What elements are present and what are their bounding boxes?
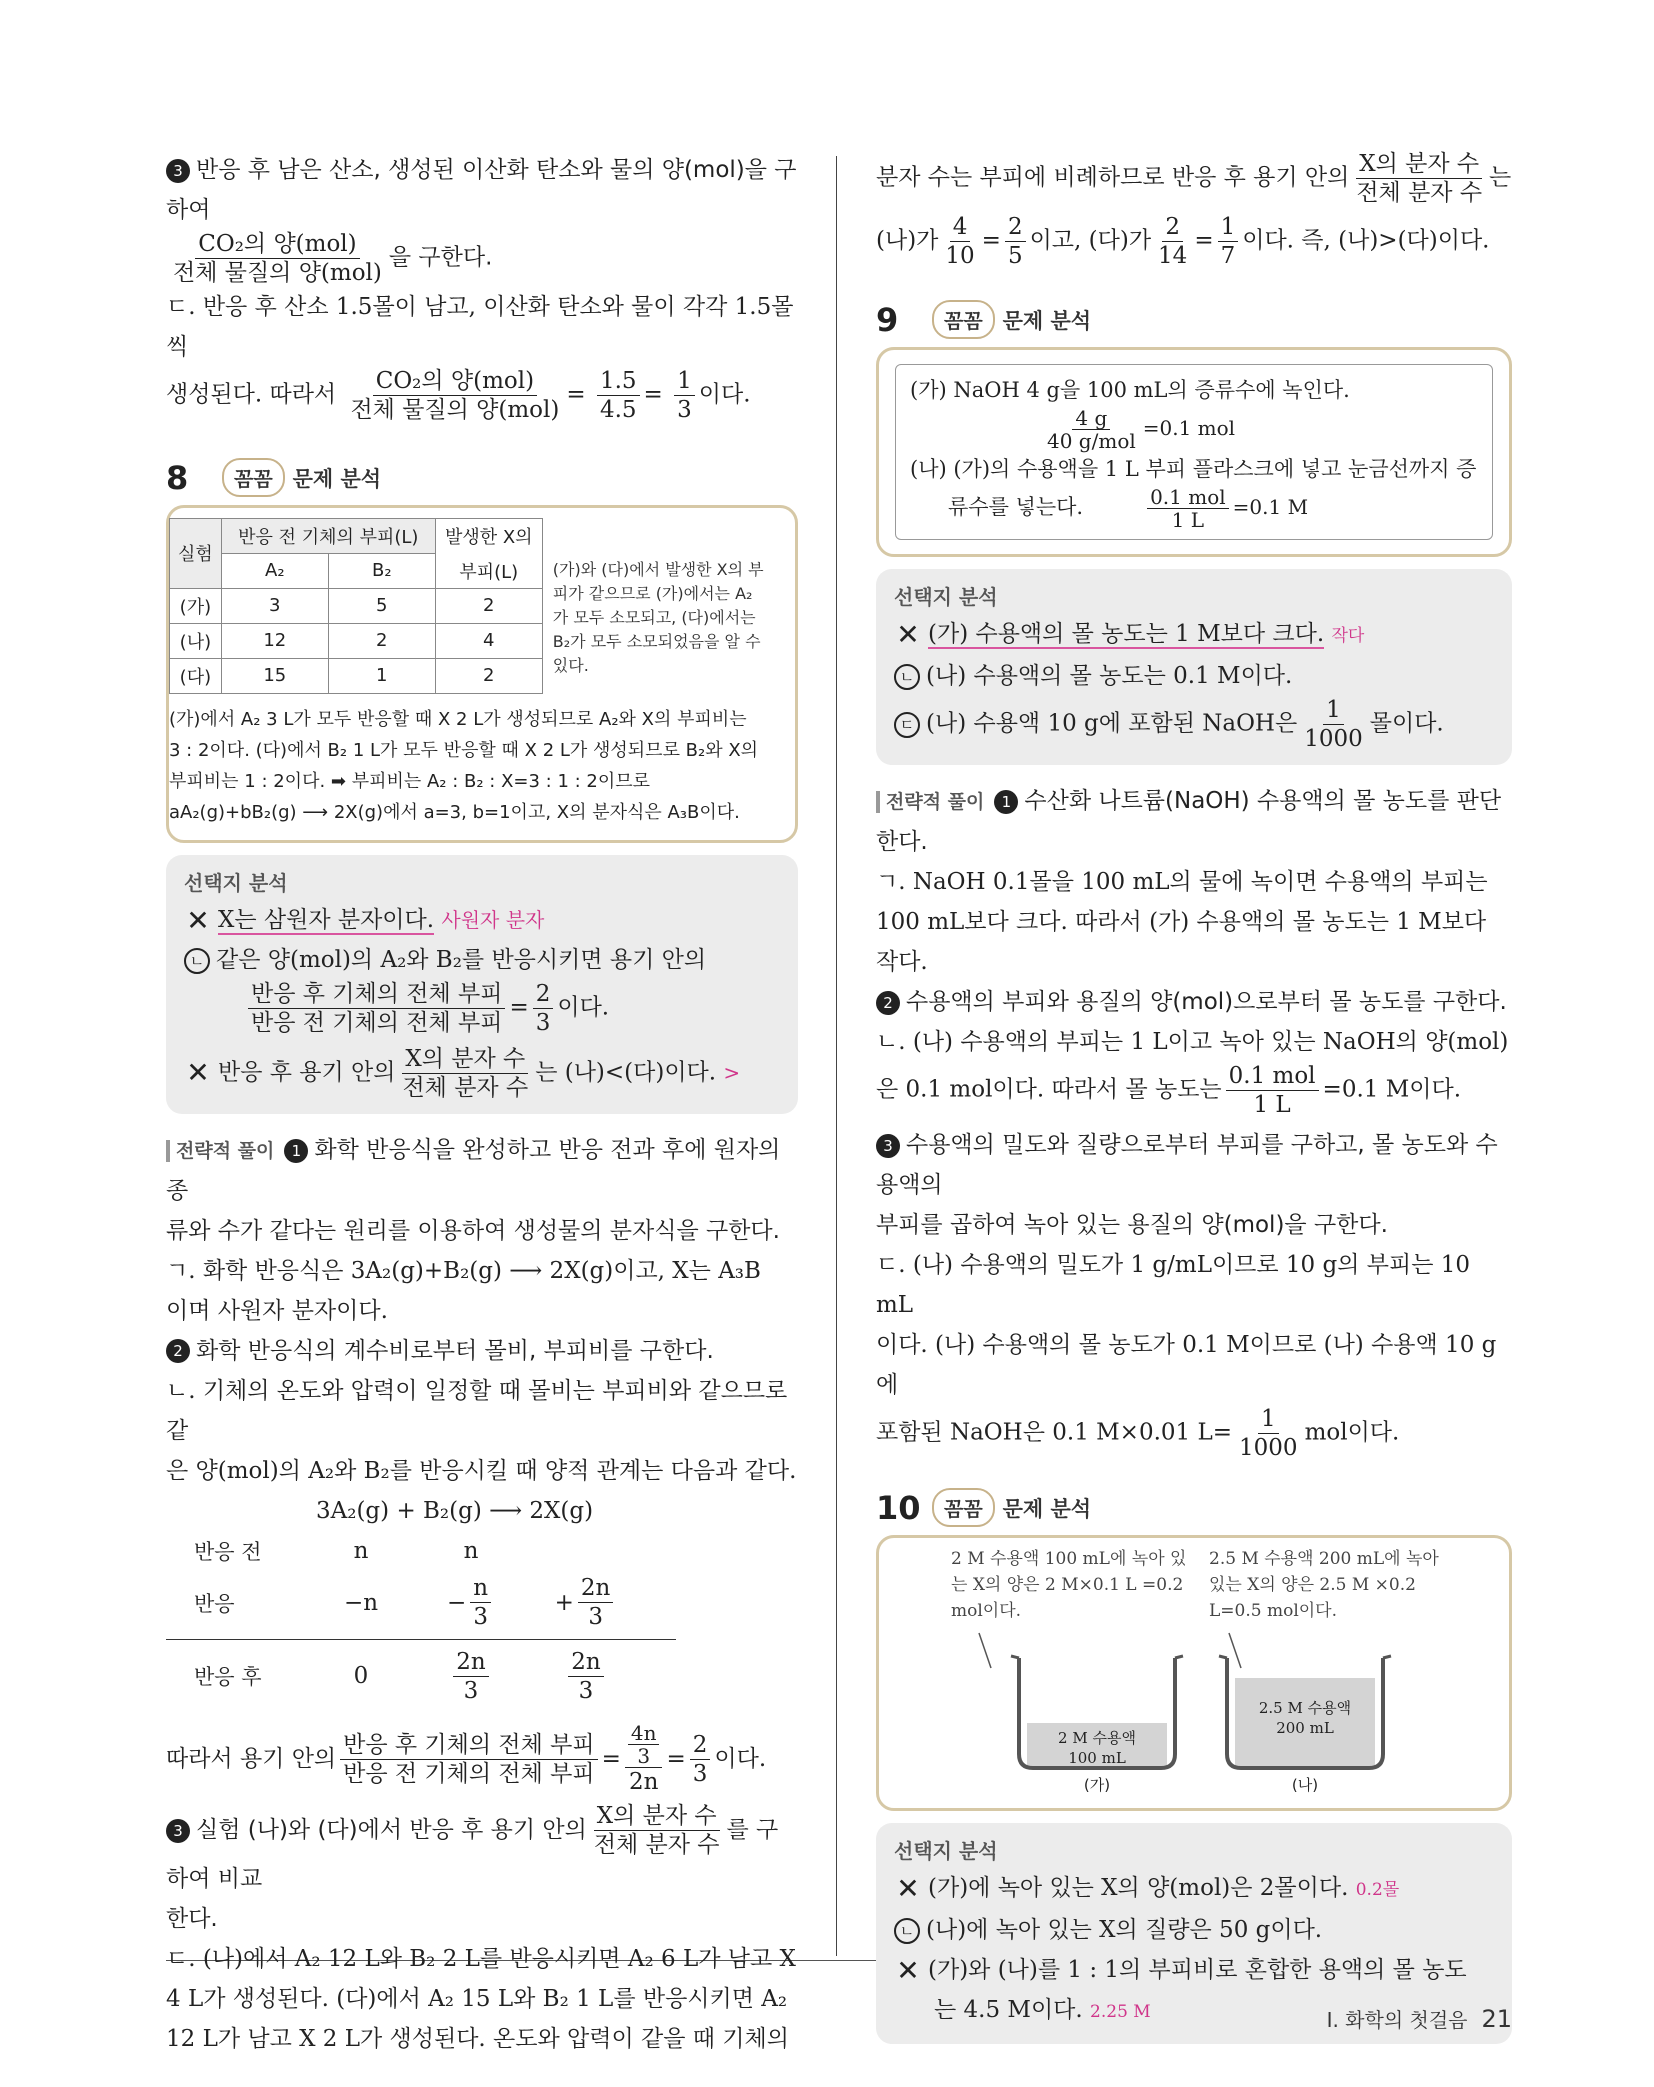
table-row: (다) 15 1 2 <box>170 658 543 693</box>
page-number: 21 <box>1481 2005 1512 2033</box>
arrow-icon <box>1229 1633 1241 1668</box>
q8-strategy-1: 전략적 풀이 1 화학 반응식을 완성하고 반응 전과 후에 원자의 종 <box>166 1136 781 1204</box>
q8-analysis-text: (가)에서 A₂ 3 L가 모두 반응할 때 X 2 L가 생성되므로 A₂와 X의 부피비는 3 : 2이다. (다)에서 B₂ 1 L가 모두 반응할 때 X 2 L가 생성되므로 B₂와 X의 부피비는 1 : 2이다. ➡ 부피비는 A₂ : B₂ : X=3 : 1 : 2이므로 aA₂(g)+bB₂(g) ⟶ 2X(g)에서 a=3, b=1이고, X의 분자식은 A₃B이다. <box>169 708 759 823</box>
q10-choice-3: ✕ (가)와 (나)를 1 : 1의 부피비로 혼합한 용액의 몰 농도 <box>894 1950 1494 1990</box>
q9-choice-2: ㄴ (나) 수용액의 몰 농도는 0.1 M이다. <box>894 656 1494 696</box>
x-mark-icon: ✕ <box>186 1056 210 1089</box>
q10-choice-analysis: 선택지 분석 ✕ (가)에 녹아 있는 X의 양(mol)은 2몰이다. 0.2몰 ㄴ (나)에 녹아 있는 X의 질량은 50 g이다. ✕ (가)와 (나)를 1 : 1의 부피비로 혼합한 용액의 몰 농도 는 4.5 M이다. 2.25 M <box>876 1823 1512 2044</box>
circle-mark-icon: ㄴ <box>184 948 210 974</box>
q8-choice-title: 선택지 분석 <box>184 870 288 895</box>
arrow-icon <box>979 1633 991 1668</box>
right-top-line1: 분자 수는 부피에 비례하므로 반응 후 용기 안의 $\frac{\text{X의 분자 수}}{\text{전체 분자 수}}$ 는 <box>876 151 1512 206</box>
q10-note-a: 2 M 수용액 100 mL에 녹아 있는 X의 양은 2 M×0.1 L =0.2 mol이다. <box>951 1549 1187 1621</box>
caption-b: (나) <box>1291 1776 1319 1794</box>
caption-a: (가) <box>1083 1776 1111 1794</box>
beaker-b-label: 2.5 M 수용액 200 mL <box>1258 1699 1352 1737</box>
q9-number: 9 <box>876 300 899 339</box>
q8-conclusion: 따라서 용기 안의 $\frac{\text{반응 후 기체의 전체 부피}}{\text{반응 전 기체의 전체 부피}}$ = $\frac{\frac{4n}{3}}{2n}$ = $\frac{2}{3}$ 이다. <box>166 1721 767 1795</box>
q9-strategy-1: 전략적 풀이 1 수산화 나트륨(NaOH) 수용액의 몰 농도를 판단한다. <box>876 788 1502 855</box>
q8-table: 실험 반응 전 기체의 부피(L) 발생한 X의 A₂ B₂ 부피(L) (가) 3 5 2 (나) 12 2 4 (다) 15 1 2 <box>169 518 543 694</box>
circle-mark-icon: ㄷ <box>894 712 920 738</box>
x-mark-icon: ✕ <box>186 903 210 937</box>
right-column: 분자 수는 부피에 비례하므로 반응 후 용기 안의 $\frac{\text{X의 분자 수}}{\text{전체 분자 수}}$ 는 (나)가 $\frac{4}{10}$ = $\frac{2}{5}$ 이고, (다)가 $\frac{2}{14}$ = $\frac{1}{7}$ 이다. 즉, (나)>(다)이다. 9 꼼꼼 문제 분석 (가) NaOH 4 g을 100 mL의 증류수에 녹인다. $\frac{4 g}{\text{40 g/mol}}$ =0.1 mol (나) (가)의 수용액을 1 L 부피 플라스크에 넣고 눈금선까지 증 류수를 넣는다. $\frac{\text{0.1 mol}}{1 L}$ =0.1 M 선택지 분석 ✕ (가) 수용액의 몰 농도는 1 M보다 크다. 작다 ㄴ (나) 수용액의 몰 농도는 0.1 M이다. ㄷ (나) 수용액 10 g에 포함된 NaOH은 $\frac{1}{1000}$ 몰이다. 전략적 풀이 1 수산화 나트륨(NaOH) 수용액의 몰 농도를 판단한다. ㄱ. NaOH 0.1몰을 100 mL의 물에 녹이면 수용액의 부피는 100 mL보다 크다. 따라서 (가) 수용액의 몰 농도는 1 M보다 작다. 2 수용액의 부피와 용질의 양(mol)으로부터 몰 농도를 구한다. ㄴ. (나) 수용액의 부피는 1 L이고 녹아 있는 NaOH의 양(mol) 은 0.1 mol이다. 따라서 몰 농도는 $\frac{\text{0.1 mol}}{1 L}$ =0.1 M이다. 3 수용액의 밀도와 질량으로부터 부피를 구하고, 몰 농도와 수용액의 부피를 곱하여 녹아 있는 용질의 양(mol)을 구한다. ㄷ. (나) 수용액의 밀도가 1 g/mL이므로 10 g의 부피는 10 mL 이다. (나) 수용액의 몰 농도가 0.1 M이므로 (나) 수용액 10 g에 포함된 NaOH은 0.1 M×0.01 L= $\frac{1}{1000}$ mol이다. 10 꼼꼼 문제 분석 2 M 수용액 100 mL에 녹아 있는 X의 양은 2 M×0.1 L =0.2 mol이다. 2.5 M 수용액 200 mL에 녹아 있는 X의 양은 2.5 M ×0.2 L=0.5 mol이다. 2 M 수용액 100 mL 2.5 M 수용액 200 mL (가) (나) 선택지 분석 ✕ (가)에 녹아 있는 X의 양(mol)은 2몰이다. 0.2몰 ㄴ (나)에 녹아 있는 X의 질량은 50 g이다. ✕ (가)와 (나)를 1 : 1의 부피비로 혼합한 용액의 몰 농도 는 4.5 M이다. 2.25 M <box>876 150 1512 2044</box>
x-mark-icon: ✕ <box>896 618 920 651</box>
q10-header: 10 꼼꼼 문제 분석 <box>876 1488 1092 1527</box>
q10-note-b: 2.5 M 수용액 200 mL에 녹아 있는 X의 양은 2.5 M ×0.2 L=0.5 mol이다. <box>1209 1549 1439 1621</box>
q8-choice-3: ✕ 반응 후 용기 안의 $\frac{\text{X의 분자 수}}{\text{전체 분자 수}}$ 는 (나)<(다)이다. > <box>184 1045 780 1102</box>
q8-strategy-2: 2 화학 반응식의 계수비로부터 몰비, 부피비를 구한다. <box>166 1331 798 1371</box>
q10-choice-1: ✕ (가)에 녹아 있는 X의 양(mol)은 2몰이다. 0.2몰 <box>894 1868 1494 1910</box>
q8-number: 8 <box>166 458 189 497</box>
x-mark-icon: ✕ <box>896 1954 920 1987</box>
q8-tag: 꼼꼼 <box>222 458 285 497</box>
table-row: (나) 12 2 4 <box>170 623 543 658</box>
q8-analysis-panel <box>166 505 798 843</box>
q9-choice-1: ✕ (가) 수용액의 몰 농도는 1 M보다 크다. 작다 <box>894 614 1494 656</box>
q8-table-note: (가)와 (다)에서 발생한 X의 부피가 같으므로 (가)에서는 A₂가 모두 소모되고, (다)에서는 B₂가 모두 소모되었음을 알 수 있다. <box>552 560 764 675</box>
beaker-diagram <box>879 1538 1509 1798</box>
chapter-title: I. 화학의 첫걸음 <box>1326 2008 1468 2032</box>
intro-frac-line: $\frac{\text{CO₂의 양(mol)}}{\text{전체 물질의 양(mol)}}$ 을 구한다. <box>173 231 493 286</box>
circle-mark-icon: ㄴ <box>894 1918 920 1944</box>
q9-choice-3: ㄷ (나) 수용액 10 g에 포함된 NaOH은 $\frac{1}{1000}$ 몰이다. <box>894 696 1494 753</box>
page-footer <box>1327 2004 1512 2033</box>
q8-strategy-3: 3 실험 (나)와 (다)에서 반응 후 용기 안의 $\frac{\text{X의 분자 수}}{\text{전체 분자 수}}$ 를 구하여 비교 <box>166 1803 779 1892</box>
q9-choice-analysis: 선택지 분석 ✕ (가) 수용액의 몰 농도는 1 M보다 크다. 작다 ㄴ (나) 수용액의 몰 농도는 0.1 M이다. ㄷ (나) 수용액 10 g에 포함된 NaOH은 $\frac{1}{1000}$ 몰이다. <box>876 569 1512 765</box>
q8-choice-analysis: 선택지 분석 ✕ X는 삼원자 분자이다. 사원자 분자 ㄴ 같은 양(mol)의 A₂와 B₂를 반응시키면 용기 안의 $\frac{\text{반응 후 기체의 전체 부피}}{\text{반응 전 기체의 전체 부피}}$ = $\frac{2}{3}$ 이다. ✕ 반응 후 용기 안의 $\frac{\text{X의 분자 수}}{\text{전체 분자 수}}$ 는 (나)<(다)이다. > <box>166 855 798 1114</box>
column-divider <box>836 156 837 1956</box>
right-top-line2: (나)가 $\frac{4}{10}$ = $\frac{2}{5}$ 이고, (다)가 $\frac{2}{14}$ = $\frac{1}{7}$ 이다. 즉, (나)>(다)이다. <box>876 214 1490 269</box>
q10-number: 10 <box>876 1488 921 1527</box>
circle-mark-icon: ㄴ <box>894 664 920 690</box>
q8-choice-1: ✕ X는 삼원자 분자이다. 사원자 분자 <box>184 900 780 940</box>
x-mark-icon: ✕ <box>896 1872 920 1905</box>
q8-header <box>166 458 798 497</box>
table-row: (가) 3 5 2 <box>170 588 543 623</box>
q8-label: 문제 분석 <box>292 466 382 491</box>
left-column: 3 반응 후 남은 산소, 생성된 이산화 탄소와 물의 양(mol)을 구하여 $\frac{\text{CO₂의 양(mol)}}{\text{전체 물질의 양(mol)}}$ 을 구한다. ㄷ. 반응 후 산소 1.5몰이 남고, 이산화 탄소와 물이 각각 1.5몰씩 생성된다. 따라서 $\frac{\text{CO₂의 양(mol)}}{\text{전체 물질의 양(mol)}}$ = $\frac{1.5}{4.5}$ = $\frac{1}{3}$ 이다. 8 꼼꼼 문제 분석 실험 반응 전 기체의 부피(L) 발생한 X의 A₂ B₂ 부피(L) (가) 3 5 2 (나) 12 2 4 (다) 15 1 2 (가)와 (다)에서 발생한 X의 부피가 같으므로 (가)에서는 A₂가 모두 소모되고, (다)에서는 B₂가 모두 소모되었음을 알 수 있다. (가)에서 A₂ 3 L가 모두 반응할 때 X 2 L가 생성되므로 A₂와 X의 부피비는 3 : 2이다. (다)에서 B₂ 1 L가 모두 반응할 때 X 2 L가 생성되므로 B₂와 X의 부피비는 1 : 2이다. ➡ 부피비는 A₂ : B₂ : X=3 : 1 : 2이므로 aA₂(g)+bB₂(g) ⟶ 2X(g)에서 a=3, b=1이고, X의 분자식은 A₃B이다. 선택지 분석 ✕ X는 삼원자 분자이다. 사원자 분자 ㄴ 같은 양(mol)의 A₂와 B₂를 반응시키면 용기 안의 $\frac{\text{반응 후 기체의 전체 부피}}{\text{반응 전 기체의 전체 부피}}$ = $\frac{2}{3}$ 이다. ✕ 반응 후 용기 안의 $\frac{\text{X의 분자 수}}{\text{전체 분자 수}}$ 는 (나)<(다)이다. > 전략적 풀이 1 화학 반응식을 완성하고 반응 전과 후에 원자의 종 류와 수가 같다는 원리를 이용하여 생성물의 분자식을 구한다. ㄱ. 화학 반응식은 3A₂(g)+B₂(g) ⟶ 2X(g)이고, X는 A₃B 이며 사원자 분자이다. 2 화학 반응식의 계수비로부터 몰비, 부피비를 구한다. ㄴ. 기체의 온도와 압력이 일정할 때 몰비는 부피비와 같으므로 같 은 양(mol)의 A₂와 B₂를 반응시킬 때 양적 관계는 다음과 같다. 3A₂(g) + B₂(g) ⟶ 2X(g) 반응 전 n n 반응 −n − $\frac{n}{3}$ + $\frac{2n}{3}$ 반응 후 0 $\frac{2n}{3}$ $\frac{2n}{3}$ 따라서 용기 안의 $\frac{\text{반응 후 기체의 전체 부피}}{\text{반응 전 기체의 전체 부피}}$ = $\frac{\frac{4n}{3}}{2n}$ = $\frac{2}{3}$ 이다. 3 실험 (나)와 (다)에서 반응 후 용기 안의 $\frac{\text{X의 분자 수}}{\text{전체 분자 수}}$ 를 구하여 비교 한다. ㄷ. (나)에서 A₂ 12 L와 B₂ 2 L를 반응시키면 A₂ 6 L가 남고 X 4 L가 생성된다. (다)에서 A₂ 15 L와 B₂ 1 L를 반응시키면 A₂ 12 L가 남고 X 2 L가 생성된다. 온도와 압력이 같을 때 기체의 <box>166 150 798 2059</box>
q9-header: 9 꼼꼼 문제 분석 <box>876 300 1092 339</box>
reaction-table: 3A₂(g) + B₂(g) ⟶ 2X(g) 반응 전 n n 반응 −n − $\frac{n}{3}$ + $\frac{2n}{3}$ 반응 후 0 $\frac{2n}{3}$ $\frac{2n}{3}$ <box>166 1491 798 1709</box>
q10-choice-2: ㄴ (나)에 녹아 있는 X의 질량은 50 g이다. <box>894 1910 1494 1950</box>
intro-c-line2: 생성된다. 따라서 $\frac{\text{CO₂의 양(mol)}}{\text{전체 물질의 양(mol)}}$ = $\frac{1.5}{4.5}$ = $\frac{1}{3}$ 이다. <box>166 368 751 423</box>
q10-figure-panel <box>876 1535 1512 1811</box>
q8-choice-2: ㄴ 같은 양(mol)의 A₂와 B₂를 반응시키면 용기 안의 <box>184 940 780 980</box>
q9-analysis-panel: (가) NaOH 4 g을 100 mL의 증류수에 녹인다. $\frac{4 g}{\text{40 g/mol}}$ =0.1 mol (나) (가)의 수용액을 1 L 부피 플라스크에 넣고 눈금선까지 증 류수를 넣는다. $\frac{\text{0.1 mol}}{1 L}$ =0.1 M <box>876 347 1512 557</box>
intro-step3: 3 반응 후 남은 산소, 생성된 이산화 탄소와 물의 양(mol)을 구하여 <box>166 157 797 223</box>
intro-c-line: ㄷ. 반응 후 산소 1.5몰이 남고, 이산화 탄소와 물이 각각 1.5몰씩 <box>166 294 794 360</box>
beaker-a-label: 2 M 수용액 100 mL <box>1058 1729 1136 1767</box>
